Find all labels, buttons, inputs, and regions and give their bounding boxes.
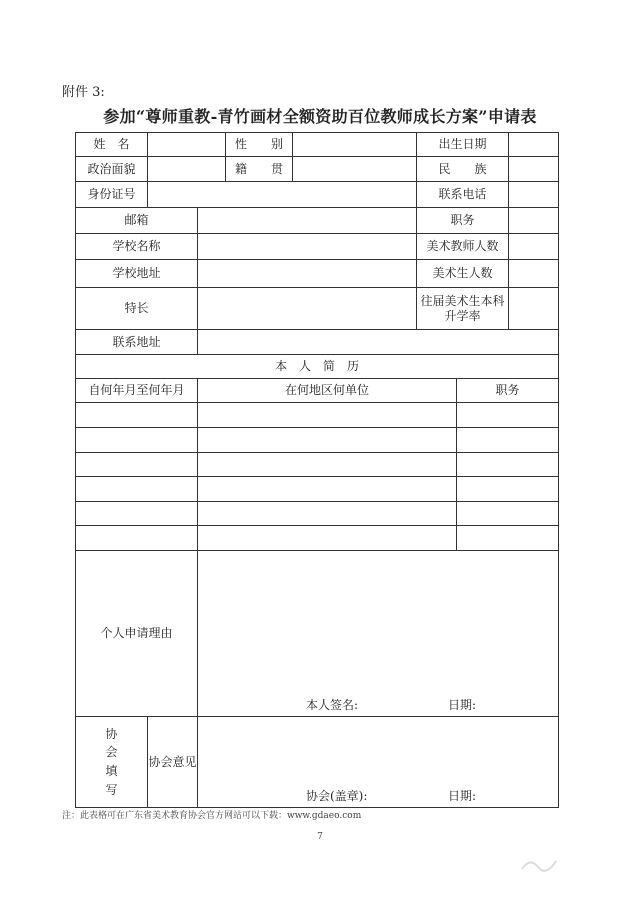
association-fill-vertical: 协 会 填 写 (105, 726, 118, 797)
label-id: 身份证号 (76, 182, 148, 208)
field-origin[interactable] (293, 157, 417, 182)
label-origin: 籍 贯 (226, 157, 293, 182)
field-gender[interactable] (293, 133, 417, 157)
label-phone: 联系电话 (417, 182, 509, 208)
field-specialty[interactable] (198, 288, 417, 330)
admission-rate-line2: 升学率 (444, 308, 481, 323)
label-birth: 出生日期 (417, 133, 509, 157)
field-email[interactable] (198, 208, 417, 234)
resume-cell-period[interactable] (76, 428, 198, 453)
resume-cell-period[interactable] (76, 526, 198, 551)
resume-row (76, 428, 559, 453)
resume-cell-unit[interactable] (198, 428, 457, 453)
field-admission-rate[interactable] (509, 288, 559, 330)
field-ethnic[interactable] (509, 157, 559, 182)
label-ethnic: 民 族 (417, 157, 509, 182)
label-name: 姓 名 (76, 133, 148, 157)
resume-cell-post[interactable] (457, 526, 559, 551)
label-email: 邮箱 (76, 208, 198, 234)
label-art-students: 美术生人数 (417, 260, 509, 288)
label-association-opinion: 协会意见 (148, 717, 198, 808)
label-applicant-signature: 本人签名: (306, 698, 359, 712)
watermark-icon (520, 855, 560, 873)
field-school-address[interactable] (198, 260, 417, 288)
resume-cell-unit[interactable] (198, 526, 457, 551)
field-name[interactable] (148, 133, 226, 157)
field-contact-address[interactable] (198, 330, 559, 355)
field-phone[interactable] (509, 182, 559, 208)
label-school: 学校名称 (76, 234, 198, 260)
label-position: 职务 (417, 208, 509, 234)
resume-col-unit: 在何地区何单位 (198, 379, 457, 403)
form-title: 参加“尊师重教-青竹画材全额资助百位教师成长方案”申请表 (103, 107, 537, 126)
resume-cell-unit[interactable] (198, 453, 457, 477)
association-seal-line (198, 789, 558, 805)
resume-cell-unit[interactable] (198, 502, 457, 526)
attachment-label: 附件 3: (62, 85, 105, 100)
label-specialty: 特长 (76, 288, 198, 330)
field-birth[interactable] (509, 133, 559, 157)
label-applicant-date: 日期: (448, 698, 477, 712)
resume-col-post: 职务 (457, 379, 559, 403)
label-art-teachers: 美术教师人数 (417, 234, 509, 260)
page-number: 7 (317, 832, 323, 842)
resume-cell-period[interactable] (76, 403, 198, 428)
resume-cell-post[interactable] (457, 403, 559, 428)
resume-row (76, 477, 559, 502)
footnote: 注：此表格可在广东省美术教育协会官方网站可以下载：www.gdaeo.com (62, 811, 362, 821)
field-position[interactable] (509, 208, 559, 234)
resume-cell-unit[interactable] (198, 477, 457, 502)
resume-cell-period[interactable] (76, 477, 198, 502)
field-art-teachers[interactable] (509, 234, 559, 260)
field-application-reason[interactable] (198, 551, 559, 717)
field-id[interactable] (148, 182, 417, 208)
label-school-address: 学校地址 (76, 260, 198, 288)
resume-row (76, 453, 559, 477)
label-association-seal: 协会(盖章): (306, 789, 368, 803)
label-association-date: 日期: (448, 789, 477, 803)
field-association-opinion[interactable] (198, 717, 559, 808)
field-school[interactable] (198, 234, 417, 260)
field-art-students[interactable] (509, 260, 559, 288)
application-form (75, 132, 559, 808)
resume-cell-post[interactable] (457, 453, 559, 477)
resume-cell-period[interactable] (76, 502, 198, 526)
resume-row (76, 403, 559, 428)
resume-cell-period[interactable] (76, 453, 198, 477)
resume-row (76, 502, 559, 526)
label-application-reason: 个人申请理由 (76, 551, 198, 717)
label-gender: 性 别 (226, 133, 293, 157)
resume-section-title: 本 人 简 历 (76, 355, 559, 379)
resume-row (76, 526, 559, 551)
resume-cell-post[interactable] (457, 477, 559, 502)
applicant-signature-line (198, 698, 558, 714)
resume-cell-post[interactable] (457, 428, 559, 453)
resume-col-period: 自何年月至何年月 (76, 379, 198, 403)
label-admission-rate (417, 288, 509, 330)
label-contact-address: 联系地址 (76, 330, 198, 355)
admission-rate-line1: 往届美术生本科 (420, 293, 505, 308)
label-politics: 政治面貌 (76, 157, 148, 182)
field-politics[interactable] (148, 157, 226, 182)
resume-cell-unit[interactable] (198, 403, 457, 428)
label-association-fill (76, 717, 148, 808)
resume-cell-post[interactable] (457, 502, 559, 526)
